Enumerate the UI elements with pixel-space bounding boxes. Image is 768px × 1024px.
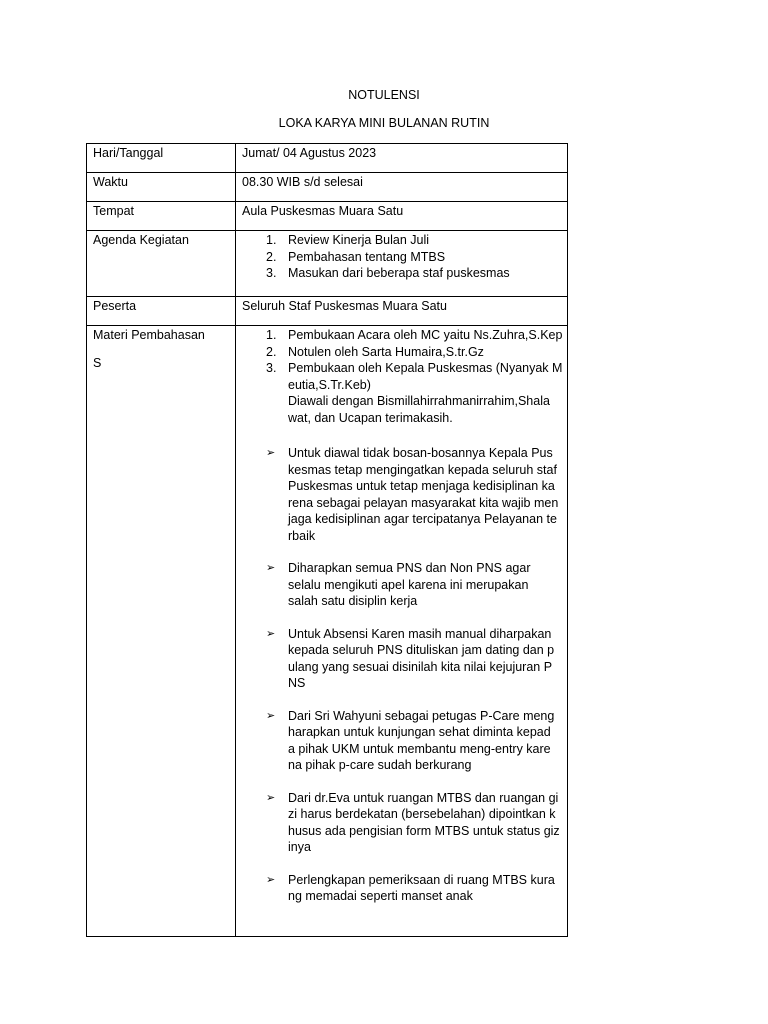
agenda-list: [242, 232, 567, 282]
table-row-waktu: [87, 173, 568, 202]
discussion-point-text: Perlengkapan pemeriksaan di ruang MTBS kura ng memadai seperti manset anak: [288, 872, 555, 903]
discussion-point-text: Dari dr.Eva untuk ruangan MTBS dan ruangan gi zi harus berdekatan (bersebelahan) dipointkan k husus ada pengisian form MTBS untuk status giz inya: [288, 790, 560, 854]
minutes-table: [86, 143, 568, 937]
arrow-bullet-icon: ➢: [266, 627, 276, 640]
materi-label: Materi Pembahasan: [93, 328, 205, 342]
table-row-agenda: [87, 231, 568, 297]
materi-item-number: 1.: [266, 328, 277, 342]
agenda-item-text: Pembahasan tentang MTBS: [288, 249, 446, 264]
agenda-item: [266, 232, 567, 249]
arrow-bullet-icon: ➢: [266, 447, 276, 459]
discussion-point: [266, 708, 561, 774]
table-row-peserta: [87, 297, 568, 326]
row-label-waktu: Waktu: [87, 173, 236, 202]
materi-numbered-list: [242, 327, 567, 393]
materi-item-text: Notulen oleh Sarta Humaira,S.tr.Gz: [288, 344, 484, 359]
discussion-point: [266, 560, 561, 610]
agenda-item-text: Masukan dari beberapa staf puskesmas: [288, 266, 510, 280]
row-label-hari: Hari/Tanggal: [87, 144, 236, 173]
discussion-point-text: Diharapkan semua PNS dan Non PNS agar selalu mengikuti apel karena ini merupakan salah satu disiplin kerja: [288, 561, 531, 608]
document-title: NOTULENSI: [348, 88, 420, 102]
row-value-materi: [236, 326, 568, 937]
discussion-point: [266, 626, 561, 692]
row-value-waktu: 08.30 WIB s/d selesai: [236, 173, 568, 202]
discussion-point-text: Dari Sri Wahyuni sebagai petugas P-Care meng harapkan untuk kunjungan sehat diminta kepad a pihak UKM untuk membantu meng-entry kare na pihak p-care sudah berkurang: [288, 708, 555, 772]
materi-item-text: Pembukaan oleh Kepala Puskesmas (Nyanyak M eutia,S.Tr.Keb): [288, 361, 563, 392]
materi-item: [266, 360, 567, 393]
discussion-point-text: Untuk diawal tidak bosan-bosannya Kepala Pus kesmas tetap mengingatkan kepada seluruh staf Puskesmas untuk tetap menjaga kedisiplinan ka rena sebagai pelayan masyarakat kita wajib men jaga kedisiplinan agar tercipatanya Pelayanan te rbaik: [288, 446, 559, 543]
row-value-tempat: Aula Puskesmas Muara Satu: [236, 202, 568, 231]
agenda-item-number: 2.: [266, 249, 277, 264]
table-row-materi: [87, 326, 568, 937]
table-row-tempat: [87, 202, 568, 231]
arrow-bullet-icon: ➢: [266, 873, 276, 886]
discussion-point: [266, 790, 561, 856]
materi-item: [266, 327, 567, 344]
table-row-hari: [87, 144, 568, 173]
discussion-points: [242, 445, 567, 905]
arrow-bullet-icon: ➢: [266, 791, 276, 804]
materi-item-text: Pembukaan Acara oleh MC yaitu Ns.Zuhra,S.Kep: [288, 328, 563, 342]
materi-item: [266, 344, 567, 361]
agenda-item-number: 3.: [266, 266, 277, 280]
row-label-agenda: Agenda Kegiatan: [87, 231, 236, 297]
discussion-point: [266, 445, 561, 544]
opening-note: Diawali dengan Bismillahirrahmanirrahim,Shala wat, dan Ucapan terimakasih.: [288, 394, 550, 425]
discussion-point-text: Untuk Absensi Karen masih manual diharpakan kepada seluruh PNS dituliskan jam dating dan p ulang yang sesuai disinilah kita nilai kejujuran P NS: [288, 626, 555, 690]
agenda-item: [266, 249, 567, 266]
agenda-item: [266, 265, 567, 282]
row-label-materi: [87, 326, 236, 937]
agenda-item-text: Review Kinerja Bulan Juli: [288, 233, 430, 247]
agenda-item-number: 1.: [266, 233, 277, 247]
row-label-peserta: Peserta: [87, 297, 236, 326]
arrow-bullet-icon: ➢: [266, 562, 276, 574]
row-value-agenda: [236, 231, 568, 297]
row-label-tempat: Tempat: [87, 202, 236, 231]
row-value-peserta: Seluruh Staf Puskesmas Muara Satu: [236, 297, 568, 326]
materi-item-number: 3.: [266, 361, 277, 375]
materi-item-number: 2.: [266, 344, 277, 359]
document-subtitle: LOKA KARYA MINI BULANAN RUTIN: [278, 116, 490, 130]
row-value-hari: Jumat/ 04 Agustus 2023: [236, 144, 568, 173]
materi-label-extra: S: [93, 355, 102, 370]
arrow-bullet-icon: ➢: [266, 709, 276, 722]
discussion-point: [266, 872, 561, 905]
